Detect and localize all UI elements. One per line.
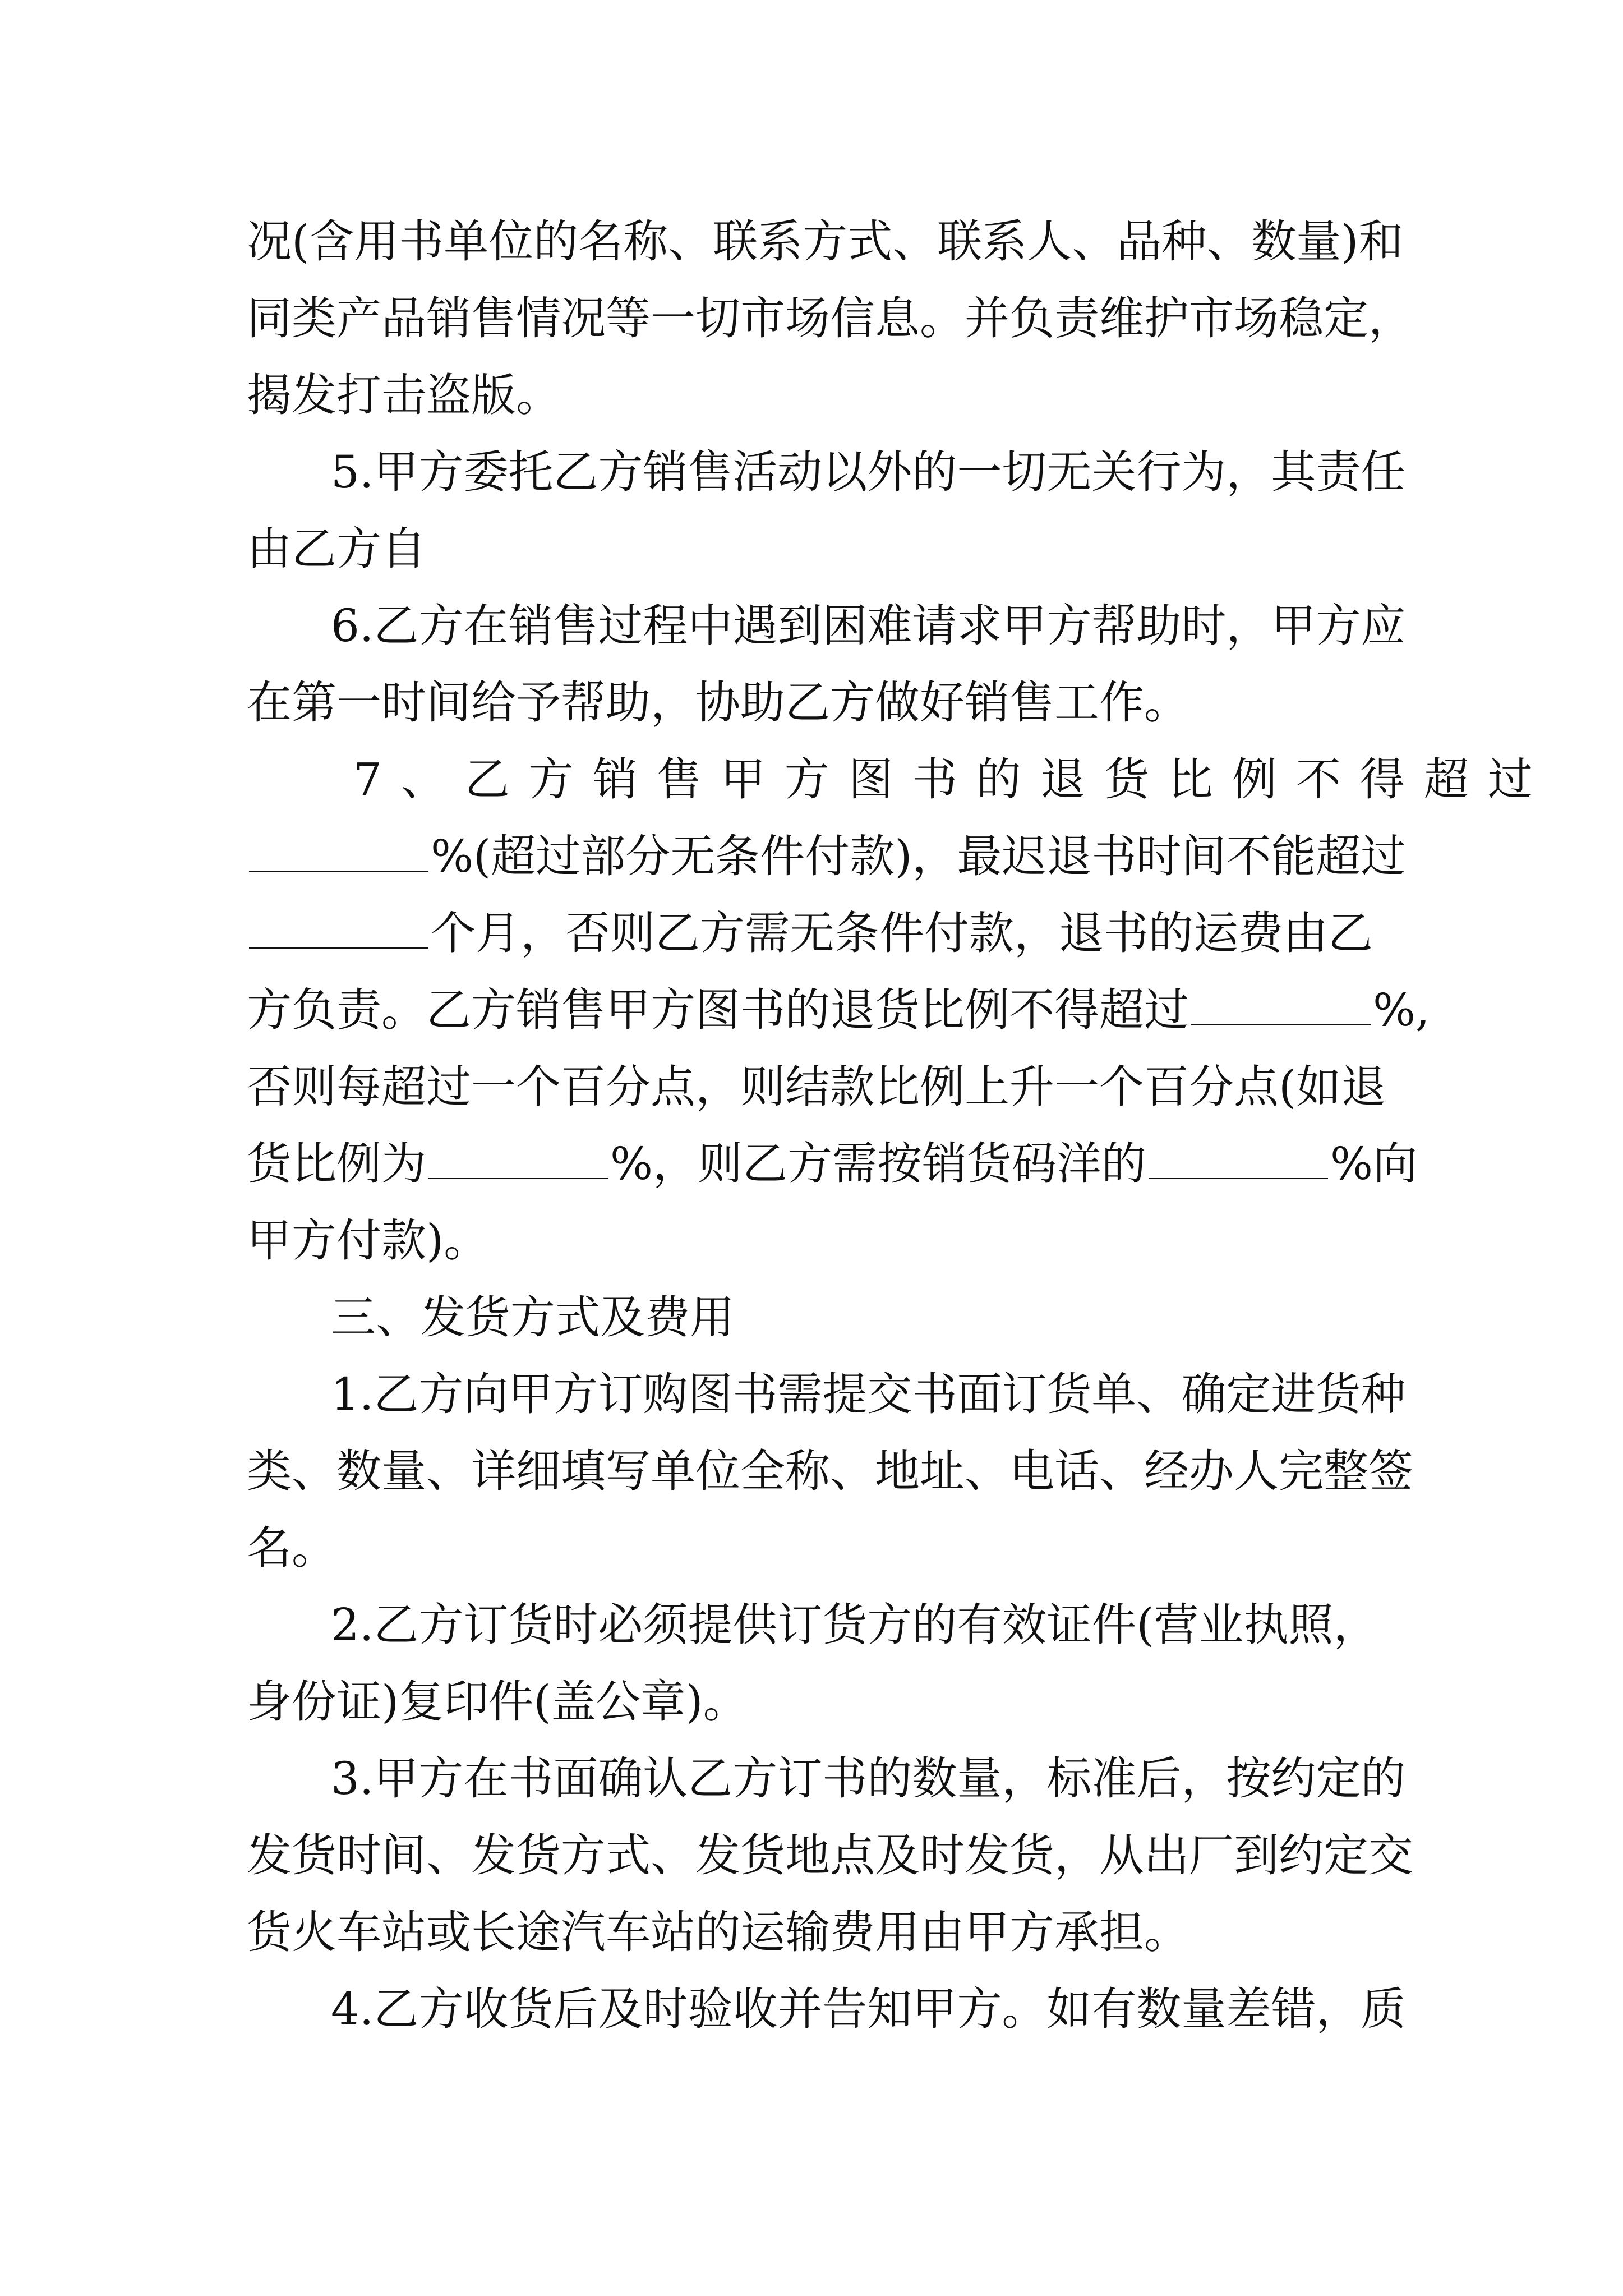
- text-line: 发货时间、发货方式、发货地点及时发货，从出厂到约定交: [247, 1829, 1413, 1881]
- fill-in-blank[interactable]: [1149, 1138, 1328, 1179]
- text-line: 7、乙方销售甲方图书的退货比例不得超过: [353, 753, 1552, 806]
- fill-in-blank[interactable]: [428, 1138, 608, 1179]
- text-line: 6.乙方在销售过程中遇到困难请求甲方帮助时，甲方应: [331, 600, 1406, 652]
- section-heading: 三、发货方式及费用: [331, 1291, 735, 1343]
- text-segment: %向: [1330, 1138, 1418, 1190]
- document-body: [247, 203, 1552, 2047]
- text-line: [247, 972, 1430, 1048]
- text-segment: 方负责。乙方销售甲方图书的退货比例不得超过: [247, 984, 1189, 1036]
- text-line: 2.乙方订货时必须提供订货方的有效证件(营业执照，: [331, 1599, 1378, 1651]
- text-line: [247, 818, 1406, 895]
- text-line: 类、数量、详细填写单位全称、地址、电话、经办人完整签: [247, 1445, 1413, 1497]
- text-line: 名。: [247, 1522, 336, 1574]
- text-line: [247, 895, 1391, 972]
- text-line: 由乙方自: [247, 523, 426, 575]
- text-segment: %，则乙方需按销货码洋的: [610, 1138, 1147, 1190]
- fill-in-blank[interactable]: [1191, 984, 1371, 1025]
- text-line: 况(含用书单位的名称、联系方式、联系人、品种、数量)和: [247, 215, 1404, 268]
- text-line: 货火车站或长途汽车站的运输费用由甲方承担。: [247, 1906, 1189, 1958]
- text-line: [247, 1125, 1418, 1202]
- text-line: 甲方付款)。: [247, 1214, 489, 1267]
- text-line: 否则每超过一个百分点，则结款比例上升一个百分点(如退: [247, 1061, 1386, 1113]
- text-line: 揭发打击盗版。: [247, 369, 561, 421]
- text-segment: %,: [1373, 984, 1430, 1036]
- text-line: 在第一时间给予帮助，协助乙方做好销售工作。: [247, 677, 1189, 729]
- text-line: 同类产品销售情况等一切市场信息。并负责维护市场稳定，: [247, 292, 1413, 344]
- fill-in-blank[interactable]: [249, 830, 428, 872]
- text-line: 1.乙方向甲方订购图书需提交书面订货单、确定进货种: [331, 1368, 1406, 1420]
- text-line: 5.甲方委托乙方销售活动以外的一切无关行为，其责任: [331, 446, 1406, 498]
- text-segment: 个月，否则乙方需无条件付款，退书的运费由乙: [431, 907, 1373, 959]
- text-line: 3.甲方在书面确认乙方订书的数量，标准后，按约定的: [331, 1752, 1406, 1805]
- text-line: 4.乙方收货后及时验收并告知甲方。如有数量差错，质: [331, 1983, 1406, 2035]
- text-segment: 货比例为: [247, 1138, 426, 1190]
- text-line: 身份证)复印件(盖公章)。: [247, 1676, 748, 1728]
- fill-in-blank[interactable]: [249, 907, 428, 949]
- text-segment: %(超过部分无条件付款)，最迟退书时间不能超过: [431, 830, 1406, 882]
